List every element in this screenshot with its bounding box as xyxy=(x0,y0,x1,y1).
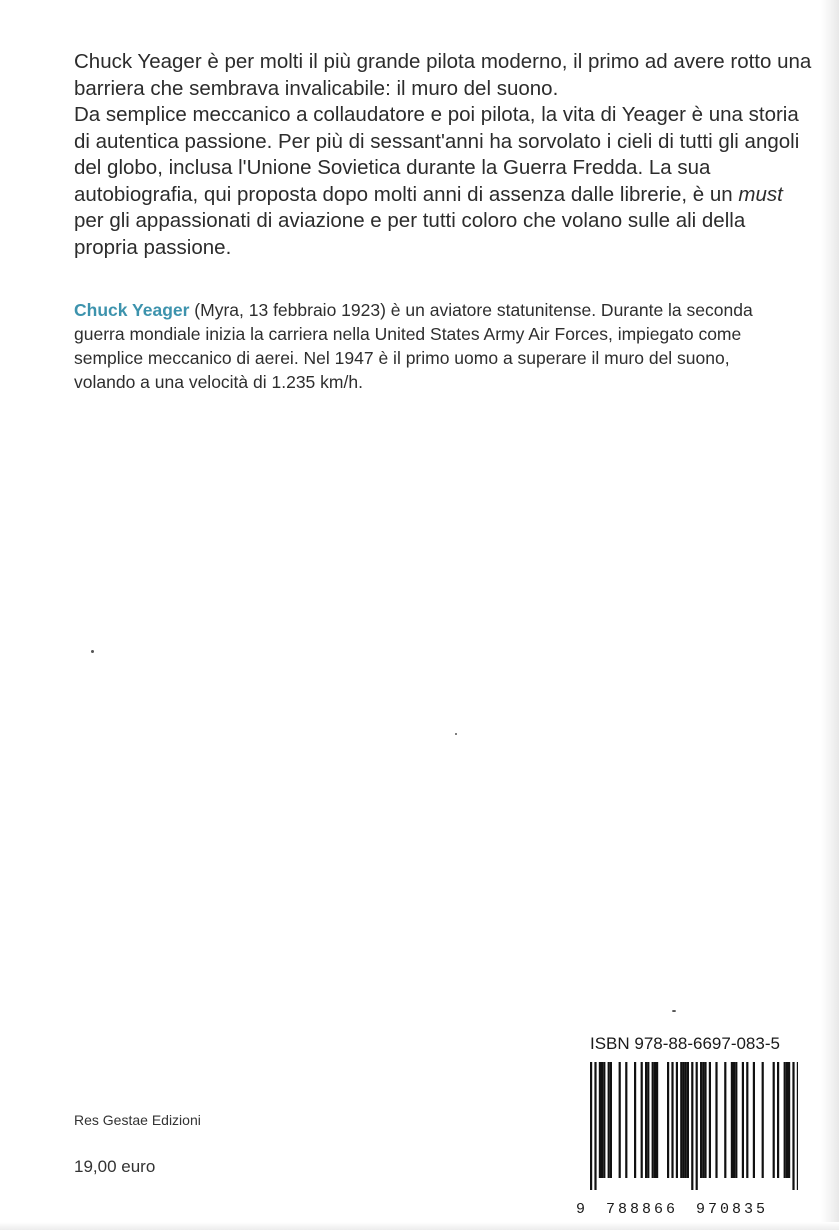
isbn-label: ISBN 978-88-6697-083-5 xyxy=(590,1034,780,1053)
barcode-graphic xyxy=(568,1056,798,1220)
page-edge xyxy=(821,0,839,1230)
barcode-bar xyxy=(792,1062,794,1190)
barcode-bar xyxy=(619,1062,621,1178)
print-speck xyxy=(672,1010,676,1012)
barcode-bar xyxy=(773,1062,775,1178)
barcode-bar xyxy=(724,1062,726,1178)
barcode-bar xyxy=(601,1062,603,1178)
barcode-bar xyxy=(682,1062,684,1178)
barcode-bar xyxy=(671,1062,673,1178)
barcode-bar xyxy=(625,1062,627,1178)
publisher-name: Res Gestae Edizioni xyxy=(74,1112,201,1128)
barcode-bar xyxy=(788,1062,790,1178)
barcode-bar xyxy=(762,1062,764,1178)
blurb-ending: per gli appassionati di aviazione e per tutti coloro che volano sulle ali della propria passione. xyxy=(74,209,746,259)
price-label: 19,00 euro xyxy=(74,1157,156,1176)
barcode-bar xyxy=(696,1062,698,1190)
barcode-bar xyxy=(704,1062,706,1178)
barcode-bar xyxy=(594,1062,596,1190)
barcode-bar xyxy=(733,1062,735,1178)
barcode-bar xyxy=(685,1062,687,1178)
barcode-bar xyxy=(715,1062,717,1178)
barcode-bar xyxy=(742,1062,744,1178)
blurb-intro: Chuck Yeager è per molti il più grande pilota moderno, il primo ad avere rotto una barriera che sembrava invalicabile: il muro del suono. xyxy=(74,50,812,100)
barcode-bar xyxy=(652,1062,654,1178)
back-cover-blurb xyxy=(74,49,814,261)
barcode-bar xyxy=(746,1062,748,1178)
barcode-bar xyxy=(656,1062,658,1178)
barcode-left-digits: 788866 xyxy=(606,1201,679,1218)
blurb-emphasis: must xyxy=(738,182,783,206)
print-speck xyxy=(455,733,457,735)
barcode-bar xyxy=(687,1062,689,1178)
barcode-bar xyxy=(680,1062,682,1178)
barcode-bar xyxy=(610,1062,612,1178)
barcode-bar xyxy=(784,1062,786,1178)
blurb-body: Da semplice meccanico a collaudatore e poi pilota, la vita di Yeager è una storia di autentica passione. Per più di sessant'anni ha sorvolato i cieli di tutti gli angoli del globo, inclusa l'Unione Sovietica durante la Guerra Fredda. La sua autobiografia, qui proposta dopo molti anni di assenza dalle librerie, è un xyxy=(74,103,800,206)
barcode-bar xyxy=(603,1062,605,1178)
isbn-barcode xyxy=(568,1030,798,1220)
barcode-bar xyxy=(753,1062,755,1178)
barcode-bar xyxy=(709,1062,711,1178)
barcode-bar xyxy=(654,1062,656,1178)
author-name: Chuck Yeager xyxy=(74,300,190,320)
barcode-bar xyxy=(777,1062,779,1178)
print-speck xyxy=(91,650,94,653)
barcode-bar xyxy=(735,1062,737,1178)
barcode-bar xyxy=(608,1062,610,1178)
barcode-bar xyxy=(641,1062,643,1178)
barcode-bar xyxy=(691,1062,693,1190)
barcode-bar xyxy=(647,1062,649,1178)
barcode-bar xyxy=(731,1062,733,1178)
barcode-bar xyxy=(700,1062,702,1178)
author-bio-text: (Myra, 13 febbraio 1923) è un aviatore statunitense. Durante la seconda guerra mondiale inizia la carriera nella United States Army Air Forces, impiegato come semplice meccanico di aerei. Nel 1947 è il primo uomo a superare il muro del suono, volando a una velocità di 1.235 km/h. xyxy=(74,300,753,392)
author-bio xyxy=(74,298,794,394)
barcode-bar xyxy=(797,1062,798,1190)
barcode-bar xyxy=(590,1062,592,1190)
barcode-right-digits: 970835 xyxy=(696,1201,769,1218)
barcode-bar xyxy=(599,1062,601,1178)
barcode-first-digit: 9 xyxy=(576,1201,586,1218)
page-edge-bottom xyxy=(0,1222,839,1230)
barcode-bar xyxy=(645,1062,647,1178)
barcode-bar xyxy=(667,1062,669,1178)
barcode-bar xyxy=(634,1062,636,1178)
barcode-bar xyxy=(702,1062,704,1178)
barcode-bar xyxy=(676,1062,678,1178)
barcode-bar xyxy=(786,1062,788,1178)
